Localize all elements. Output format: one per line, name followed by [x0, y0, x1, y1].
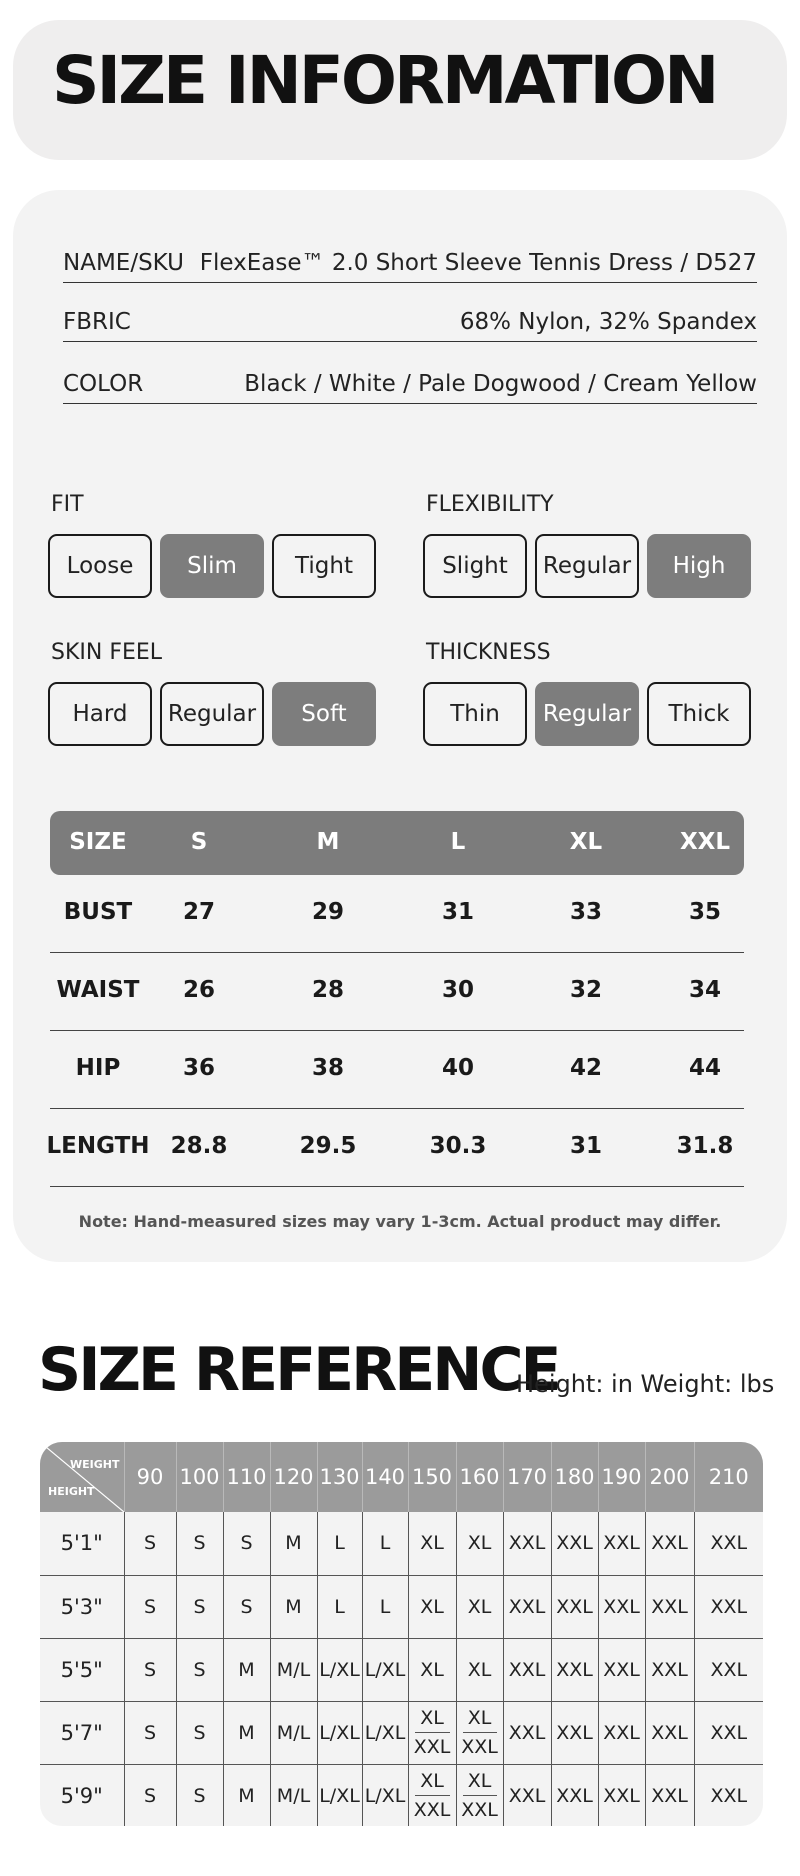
size-cell: M/L [270, 1764, 317, 1826]
skin-feel-title: SKIN FEEL [51, 640, 163, 665]
size-cell: XXL [645, 1575, 694, 1638]
size-cell: M [223, 1764, 270, 1826]
size-cell: M [223, 1638, 270, 1701]
size-cell: XXL [598, 1764, 645, 1826]
size-cell [456, 1764, 503, 1826]
fit-option-loose: Loose [48, 534, 152, 598]
table-cell: 42 [569, 1055, 603, 1081]
weight-header-90: 90 [124, 1442, 176, 1512]
table-cell: 26 [182, 977, 216, 1003]
size-cell: XXL [598, 1512, 645, 1575]
size-cell: XXL [598, 1701, 645, 1764]
flexibility-option-high: High [647, 534, 751, 598]
size-value: XXL [461, 1736, 498, 1758]
size-cell: XXL [694, 1638, 763, 1701]
table-row [40, 1701, 763, 1764]
flexibility-option-regular: Regular [535, 534, 639, 598]
flexibility-title: FLEXIBILITY [426, 492, 554, 517]
size-cell: L/XL [317, 1764, 362, 1826]
size-value: XXL [413, 1736, 451, 1758]
header-s: S [190, 829, 208, 855]
row-label: WAIST [56, 977, 140, 1003]
row-label: LENGTH [46, 1133, 150, 1159]
table-cell: 36 [182, 1055, 216, 1081]
size-cell: XXL [645, 1638, 694, 1701]
color-value: Black / White / Pale Dogwood / Cream Yellow [244, 370, 757, 397]
weight-header-120: 120 [270, 1442, 317, 1512]
sku-value: FlexEase™ 2.0 Short Sleeve Tennis Dress / D527 [199, 249, 757, 276]
size-cell: XXL [551, 1512, 598, 1575]
table-cell: 40 [441, 1055, 475, 1081]
size-cell [408, 1764, 456, 1826]
weight-header-160: 160 [456, 1442, 503, 1512]
split-size-cell [457, 1765, 503, 1827]
weight-header-130: 130 [317, 1442, 362, 1512]
size-cell: S [124, 1638, 176, 1701]
size-value: XL [415, 1767, 450, 1796]
color-row [63, 364, 757, 404]
table-cell: 33 [569, 899, 603, 925]
split-size-cell [409, 1765, 456, 1827]
row-label: HIP [75, 1055, 121, 1081]
size-cell: XXL [598, 1638, 645, 1701]
size-cell: XXL [645, 1764, 694, 1826]
weight-header-150: 150 [408, 1442, 456, 1512]
row-label: BUST [63, 899, 133, 925]
table-cell: 28.8 [170, 1133, 228, 1159]
size-cell: XL [408, 1512, 456, 1575]
size-cell: M [270, 1575, 317, 1638]
table-cell: 35 [688, 899, 722, 925]
size-cell: S [176, 1701, 223, 1764]
table-cell: 31.8 [676, 1133, 734, 1159]
table-cell: 44 [688, 1055, 722, 1081]
size-cell: L/XL [362, 1701, 408, 1764]
size-cell: S [124, 1701, 176, 1764]
units-label: Height: in Weight: lbs [516, 1370, 775, 1398]
weight-header-190: 190 [598, 1442, 645, 1512]
size-reference-table [40, 1442, 763, 1826]
size-cell: S [176, 1512, 223, 1575]
weight-header-row [40, 1442, 763, 1512]
header-l: L [450, 829, 466, 855]
table-row [50, 1031, 744, 1109]
size-cell: S [223, 1512, 270, 1575]
size-cell [408, 1701, 456, 1764]
weight-header-180: 180 [551, 1442, 598, 1512]
weight-header-170: 170 [503, 1442, 551, 1512]
size-reference-title: SIZE REFERENCE [38, 1335, 559, 1405]
table-cell: 38 [311, 1055, 345, 1081]
size-cell: M/L [270, 1701, 317, 1764]
height-cell: 5'9" [40, 1764, 124, 1826]
size-cell: S [124, 1575, 176, 1638]
split-size-cell [457, 1702, 503, 1764]
flexibility-option-slight: Slight [423, 534, 527, 598]
size-cell: XXL [551, 1764, 598, 1826]
table-row [40, 1512, 763, 1575]
size-cell: XL [456, 1512, 503, 1575]
fit-title: FIT [51, 492, 84, 517]
thickness-option-thick: Thick [647, 682, 751, 746]
fit-option-slim: Slim [160, 534, 264, 598]
skin-feel-option-hard: Hard [48, 682, 152, 746]
header-size: SIZE [69, 829, 127, 855]
height-cell: 5'5" [40, 1638, 124, 1701]
split-size-cell [409, 1702, 456, 1764]
height-cell: 5'3" [40, 1575, 124, 1638]
size-value: XXL [461, 1799, 498, 1822]
table-cell: 29 [311, 899, 345, 925]
thickness-option-thin: Thin [423, 682, 527, 746]
size-cell: L [317, 1575, 362, 1638]
table-cell: 28 [311, 977, 345, 1003]
size-cell: XXL [694, 1512, 763, 1575]
sku-row [63, 243, 757, 283]
table-row [40, 1638, 763, 1701]
table-row [50, 875, 744, 953]
header-xxl: XXL [679, 829, 731, 855]
header-xl: XL [569, 829, 603, 855]
height-cell: 5'7" [40, 1701, 124, 1764]
size-cell: XXL [551, 1575, 598, 1638]
skin-feel-option-soft: Soft [272, 682, 376, 746]
size-cell: L/XL [317, 1701, 362, 1764]
size-cell: XL [456, 1638, 503, 1701]
diagonal-divider [40, 1442, 124, 1512]
table-row [40, 1575, 763, 1638]
size-cell: XXL [503, 1512, 551, 1575]
size-cell: XXL [503, 1701, 551, 1764]
size-cell: XL [456, 1575, 503, 1638]
size-cell: L/XL [317, 1638, 362, 1701]
weight-header-210: 210 [694, 1442, 763, 1512]
size-cell: M [270, 1512, 317, 1575]
size-cell: XXL [503, 1638, 551, 1701]
weight-axis-label: WEIGHT [70, 1458, 120, 1471]
size-value: XL [463, 1767, 497, 1796]
skin-feel-option-regular: Regular [160, 682, 264, 746]
size-cell: XXL [503, 1575, 551, 1638]
size-cell: XXL [710, 1784, 748, 1807]
size-cell [456, 1701, 503, 1764]
color-label: COLOR [63, 370, 144, 397]
size-cell: XXL [694, 1575, 763, 1638]
measurement-note: Note: Hand-measured sizes may vary 1-3cm. Actual product may differ. [78, 1212, 722, 1231]
table-row [46, 1109, 744, 1187]
page-title: SIZE INFORMATION [52, 42, 717, 119]
fabric-value: 68% Nylon, 32% Spandex [459, 308, 757, 335]
size-cell: S [176, 1764, 223, 1826]
table-cell: 27 [182, 899, 216, 925]
size-cell: S [176, 1575, 223, 1638]
height-cell: 5'1" [40, 1512, 124, 1575]
height-axis-label: HEIGHT [48, 1485, 95, 1498]
size-cell: L [362, 1512, 408, 1575]
size-cell: XXL [551, 1701, 598, 1764]
table-row [50, 953, 744, 1031]
size-cell: L [317, 1512, 362, 1575]
size-cell: XXL [551, 1638, 598, 1701]
size-cell: XXL [645, 1701, 694, 1764]
size-cell: XXL [598, 1575, 645, 1638]
table-cell: 31 [441, 899, 475, 925]
thickness-title: THICKNESS [426, 640, 551, 665]
table-row [40, 1764, 763, 1826]
size-cell: XXL [645, 1512, 694, 1575]
table-cell: 32 [569, 977, 603, 1003]
size-cell: XXL [694, 1701, 763, 1764]
corner-header [40, 1442, 124, 1512]
thickness-option-regular: Regular [535, 682, 639, 746]
size-value: XL [415, 1704, 450, 1733]
size-cell: XXL [503, 1764, 551, 1826]
sku-label: NAME/SKU [63, 249, 184, 276]
size-cell: L/XL [362, 1764, 408, 1826]
size-cell: L [362, 1575, 408, 1638]
size-cell: XL [408, 1575, 456, 1638]
size-table-header [50, 811, 744, 875]
weight-header-200: 200 [645, 1442, 694, 1512]
weight-header-100: 100 [176, 1442, 223, 1512]
size-cell: S [223, 1575, 270, 1638]
fit-option-tight: Tight [272, 534, 376, 598]
size-cell: M [223, 1701, 270, 1764]
size-cell: M/L [270, 1638, 317, 1701]
table-cell: 31 [569, 1133, 603, 1159]
header-m: M [316, 829, 340, 855]
table-cell: 34 [688, 977, 722, 1003]
table-cell: 30 [441, 977, 475, 1003]
size-cell: L/XL [362, 1638, 408, 1701]
size-value: XL [463, 1704, 497, 1733]
size-value: XXL [413, 1799, 451, 1822]
size-cell: XL [408, 1638, 456, 1701]
fabric-label: FBRIC [63, 308, 131, 335]
table-cell: 29.5 [299, 1133, 357, 1159]
weight-header-140: 140 [362, 1442, 408, 1512]
size-cell: S [124, 1512, 176, 1575]
size-cell: S [176, 1638, 223, 1701]
size-cell: S [124, 1764, 176, 1826]
weight-header-110: 110 [223, 1442, 270, 1512]
fabric-row [63, 302, 757, 342]
table-cell: 30.3 [429, 1133, 487, 1159]
